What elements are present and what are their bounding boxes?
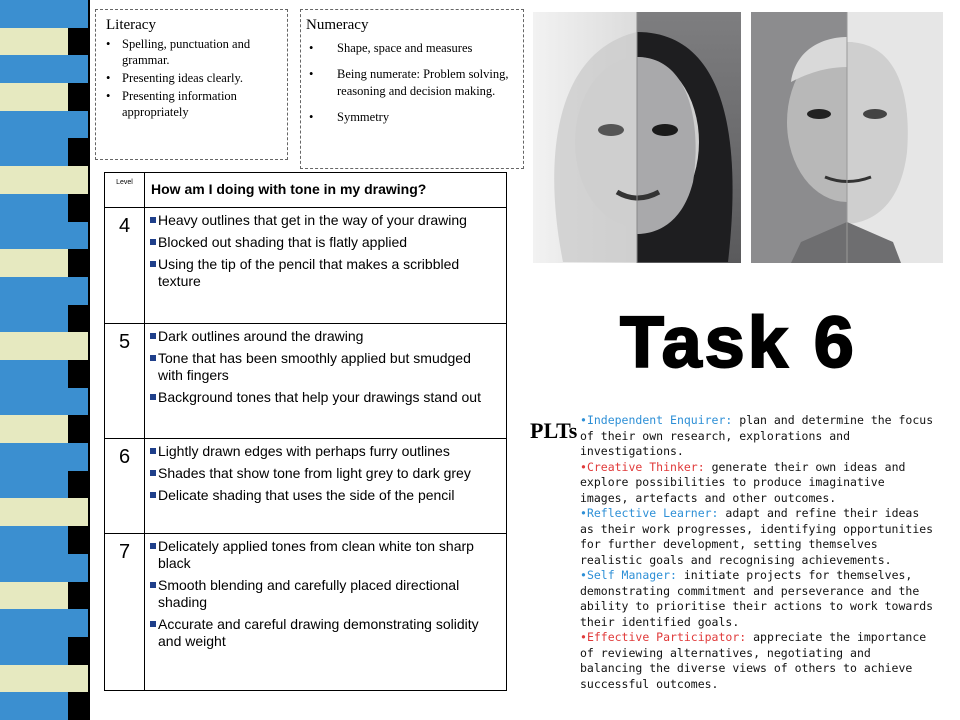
criteria-item: Shades that show tone from light grey to dark grey	[150, 465, 497, 482]
list-item: • Presenting ideas clearly.	[96, 70, 287, 86]
level-number: 6	[118, 446, 131, 469]
tone-assessment-table	[104, 172, 507, 691]
literacy-list	[96, 36, 287, 120]
plts-item-text: appreciate the importance of reviewing alternatives, negotiating and balancing the diverse views of others to achieve successful outcomes.	[580, 630, 927, 691]
level-number: 5	[118, 330, 131, 353]
literacy-box	[95, 9, 288, 160]
level-cell	[105, 533, 145, 690]
plts-item-name: Self Manager:	[586, 568, 677, 582]
numeracy-list	[301, 40, 523, 126]
plts-list	[580, 413, 940, 692]
criteria-item: Heavy outlines that get in the way of your drawing	[150, 212, 497, 229]
plts-item: •Creative Thinker: generate their own ideas and explore possibilities to produce imaginative images, artefacts and other outcomes.	[580, 459, 906, 505]
stripe-band	[0, 0, 88, 28]
stripe-black-band	[68, 692, 88, 720]
list-item: • Spelling, punctuation and grammar.	[96, 36, 287, 68]
criteria-item: Blocked out shading that is flatly applied	[150, 234, 497, 251]
table-row	[105, 439, 507, 534]
stripe-band	[0, 609, 88, 637]
stripe-black-band	[68, 360, 88, 388]
stripe-band	[0, 388, 88, 416]
list-item: • Symmetry	[301, 109, 523, 126]
decorative-stripe-border	[0, 0, 88, 720]
plts-item-text: plan and determine the focus of their own research, explorations and investigations.	[580, 413, 934, 458]
level-cell	[105, 323, 145, 439]
numeracy-title: Numeracy	[306, 17, 369, 33]
table-row	[105, 533, 507, 690]
criteria-item: Smooth blending and carefully placed directional shading	[150, 577, 497, 611]
criteria-item: Dark outlines around the drawing	[150, 328, 497, 345]
list-item: • Shape, space and measures	[301, 40, 523, 57]
stripe-band	[0, 55, 88, 83]
plts-label: PLTs	[530, 418, 578, 443]
criteria-item: Accurate and careful drawing demonstrating solidity and weight	[150, 616, 497, 650]
numeracy-box	[300, 9, 524, 169]
level-header: Level	[105, 173, 145, 208]
table-row	[105, 323, 507, 439]
stripe-black-band	[68, 471, 88, 499]
list-item: • Being numerate: Problem solving, reasoning and decision making.	[301, 66, 523, 100]
table-header-row	[105, 173, 507, 208]
criteria-item: Delicate shading that uses the side of the pencil	[150, 487, 497, 504]
stripe-black-band	[68, 138, 88, 166]
plts-item-name: Creative Thinker:	[586, 459, 705, 474]
stripe-black-band	[68, 83, 88, 111]
stripe-band	[0, 277, 88, 305]
stripe-band	[0, 111, 88, 139]
literacy-title: Literacy	[106, 17, 156, 33]
stripe-black-band	[68, 582, 88, 610]
stripe-black-band	[68, 415, 88, 443]
plts-item: •Effective Participator: appreciate the importance of reviewing alternatives, negotiating and balancing the diverse views of others to achieve successful outcomes.	[580, 630, 927, 691]
stripe-band	[0, 665, 88, 693]
woman-half-sketch-photo	[533, 12, 741, 263]
criteria-cell	[145, 323, 507, 439]
plts-item-name: Effective Participator:	[586, 630, 747, 644]
criteria-item: Tone that has been smoothly applied but smudged with fingers	[150, 350, 497, 384]
level-number: 7	[118, 540, 131, 563]
level-cell	[105, 208, 145, 324]
stripe-band	[0, 222, 88, 250]
stripe-black-band	[68, 637, 88, 665]
stripe-black-band	[68, 194, 88, 222]
stripe-black-band	[68, 28, 88, 56]
stripe-band	[0, 443, 88, 471]
man-half-photo-sketch	[751, 12, 943, 263]
plts-item-text: initiate projects for themselves, demonstrating commitment and perseverance and the ability to prioritise their actions to work towards their identified goals.	[580, 568, 934, 629]
level-cell	[105, 439, 145, 534]
plts-item-text: generate their own ideas and explore possibilities to produce imaginative images, artefacts and other outcomes.	[580, 459, 906, 505]
level-number: 4	[118, 215, 131, 237]
table-row	[105, 208, 507, 324]
plts-item-text: adapt and refine their ideas as their work progresses, identifying opportunities for further development, setting themselves realistic goals and recognising achievements.	[580, 506, 934, 567]
plts-item: •Reflective Learner: adapt and refine their ideas as their work progresses, identifying opportunities for further development, setting themselves realistic goals and recognising achievements.	[580, 506, 934, 567]
plts-item: •Independent Enquirer: plan and determine the focus of their own research, explorations and investigations.	[580, 413, 934, 458]
criteria-cell	[145, 533, 507, 690]
task-title: Task 6	[620, 303, 857, 383]
question-header: How am I doing with tone in my drawing?	[145, 173, 507, 208]
stripe-divider-line	[88, 0, 90, 720]
criteria-cell	[145, 208, 507, 324]
criteria-item: Using the tip of the pencil that makes a scribbled texture	[150, 256, 497, 290]
criteria-item: Lightly drawn edges with perhaps furry outlines	[150, 443, 497, 460]
plts-item-name: Reflective Learner:	[586, 506, 719, 520]
plts-item-name: Independent Enquirer:	[586, 413, 733, 427]
criteria-item: Delicately applied tones from clean white ton sharp black	[150, 538, 497, 572]
stripe-black-band	[68, 526, 88, 554]
criteria-item: Background tones that help your drawings stand out	[150, 389, 497, 406]
stripe-black-band	[68, 305, 88, 333]
stripe-band	[0, 332, 88, 360]
stripe-band	[0, 498, 88, 526]
criteria-cell	[145, 439, 507, 534]
stripe-band	[0, 166, 88, 194]
list-item: • Presenting information appropriately	[96, 88, 287, 120]
plts-item: •Self Manager: initiate projects for themselves, demonstrating commitment and perseverance and the ability to prioritise their actions to work towards their identified goals.	[580, 568, 934, 629]
stripe-black-band	[68, 249, 88, 277]
stripe-band	[0, 554, 88, 582]
